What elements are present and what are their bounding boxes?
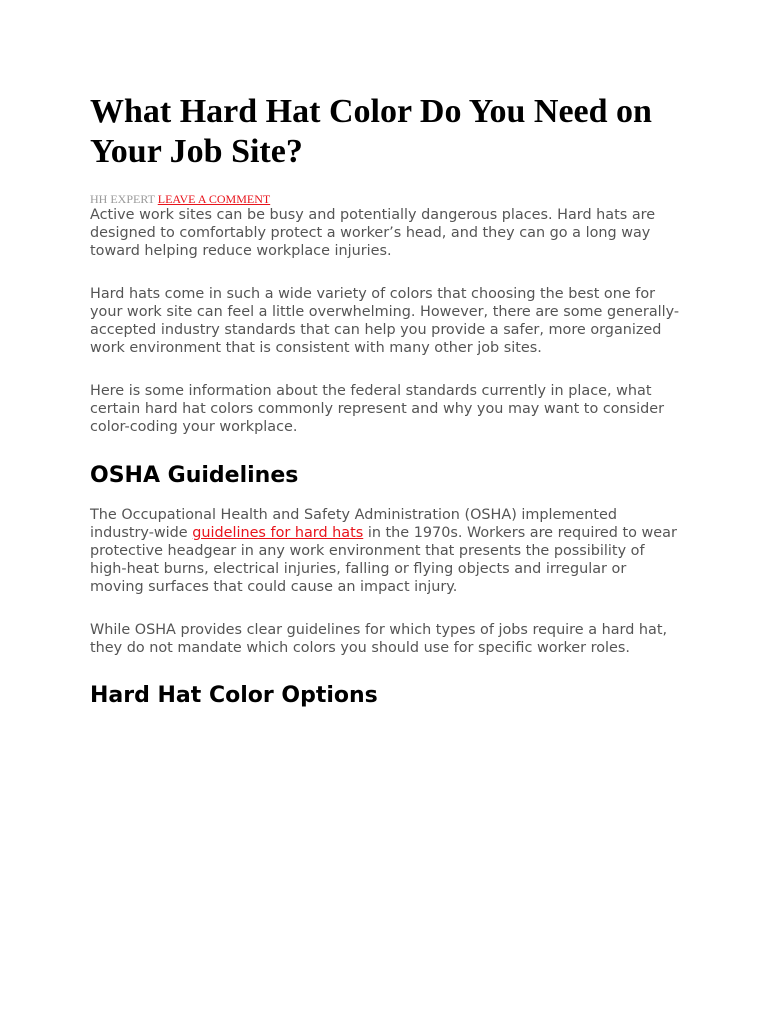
section-heading-osha: OSHA Guidelines: [90, 463, 299, 488]
leave-comment-link[interactable]: LEAVE A COMMENT: [157, 192, 271, 206]
article: [90, 92, 680, 710]
article-meta: [90, 192, 680, 206]
guidelines-link[interactable]: guidelines for hard hats: [192, 525, 364, 541]
intro-paragraph-1: Active work sites can be busy and potentially dangerous places. Hard hats are designed to comfortably protect a worker’s head, and they can go a long way toward helping reduce workplace injuries.: [90, 207, 656, 259]
osha-paragraph-2: While OSHA provides clear guidelines for which types of jobs require a hard hat, they do not mandate which colors you should use for specific worker roles.: [90, 622, 668, 656]
article-title: What Hard Hat Color Do You Need on Your Job Site?: [90, 93, 652, 170]
section-heading-color-options: Hard Hat Color Options: [90, 683, 378, 708]
osha-p1-text-after: in the 1970s. Workers are required to wear protective headgear in any work environment that presents the possibility of high-heat burns, electrical injuries, falling or flying objects and irregular or moving surfaces that could cause an impact injury.: [90, 525, 677, 595]
author-label: HH EXPERT: [90, 192, 155, 206]
intro-paragraph-2: Hard hats come in such a wide variety of colors that choosing the best one for your work site can feel a little overwhelming. However, there are some generally-accepted industry standards that can help you provide a safer, more organized work environment that is consistent with many other job sites.: [90, 286, 680, 356]
intro-paragraph-3: Here is some information about the federal standards currently in place, what certain hard hat colors commonly represent and why you may want to consider color-coding your workplace.: [90, 383, 665, 435]
osha-p1-text-before: The Occupational Health and Safety Administration (OSHA) implemented industry-wide: [90, 507, 618, 541]
osha-paragraph-1: [90, 506, 680, 596]
